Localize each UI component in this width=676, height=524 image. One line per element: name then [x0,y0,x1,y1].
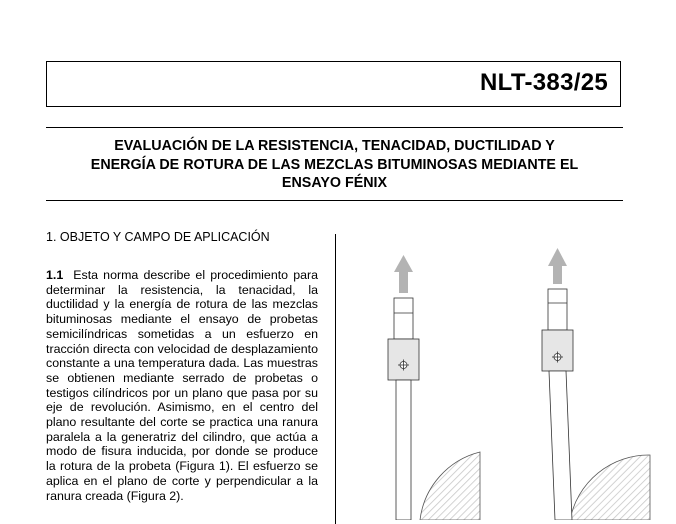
arrow-head [548,248,567,266]
loading-plate [549,371,572,520]
load-rod [394,298,413,339]
left-specimen-assembly [388,255,480,520]
arrow-head [394,255,413,272]
left-specimen-half-cylinder [420,452,480,520]
title-bottom-rule [46,200,623,201]
load-rod [548,289,567,330]
pull-arrow-icon [548,248,567,284]
paragraph-1-1 [46,268,318,503]
section-heading: 1. OBJETO Y CAMPO DE APLICACIÓN [46,230,270,244]
title-line: ENERGÍA DE ROTURA DE LAS MEZCLAS BITUMINOSAS MEDIANTE EL [90,156,579,173]
test-setup-figure [340,240,676,520]
clamp-plate [542,330,573,371]
arrow-shaft [553,266,562,284]
pull-arrow-icon [394,255,413,293]
standard-code-box [46,61,621,107]
column-divider [335,234,336,524]
arrow-shaft [399,272,408,293]
paragraph-text: Esta norma describe el procedimiento para determinar la resistencia, la tenacidad, la ductilidad y la energía de rotura de las mezclas bituminosas mediante el ensayo de probetas semicilíndricas sometidas a un esfuerzo en tracción directa con velocidad de desplazamiento constante a una temperatura dada. Las muestras se obtienen mediante serrado de probetas o testigos cilíndricos por un plano que pasa por su eje de revolución. Asimismo, en el centro del plano resultante del corte se practica una ranura paralela a la generatriz del cilindro, que actúa a modo de fisura inducida, por donde se produce la rotura de la probeta (Figura 1). El esfuerzo se aplica en el plano de corte y perpendicular a la ranura creada (Figura 2). [46,268,318,503]
document-title [46,137,623,193]
title-top-rule [46,127,623,128]
right-specimen-half-cylinder [570,455,650,520]
title-line: EVALUACIÓN DE LA RESISTENCIA, TENACIDAD, DUCTILIDAD Y [114,138,555,154]
right-specimen-assembly [542,248,650,520]
paragraph-number: 1.1 [46,268,64,282]
loading-plate [396,380,411,520]
standard-code: NLT-383/25 [480,69,608,96]
title-line: ENSAYO FÉNIX [281,175,388,191]
